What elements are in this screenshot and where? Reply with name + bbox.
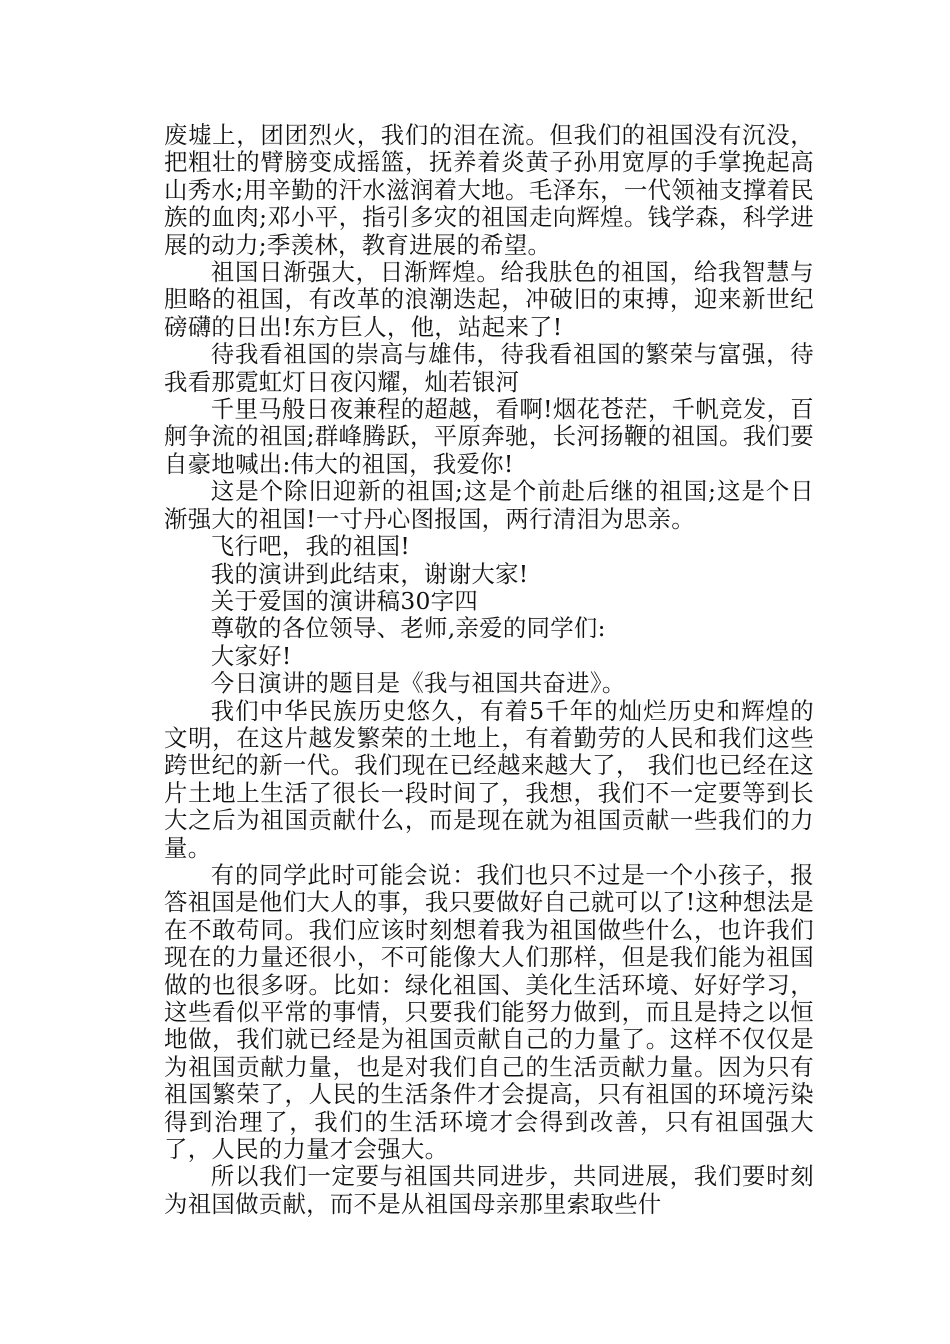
paragraph: 有的同学此时可能会说：我们也只不过是一个小孩子，报答祖国是他们大人的事，我只要做好自己就可以了!这种想法是在不敢苟同。我们应该时刻想着我为祖国做些什么，也许我们现在的力量还很小，不可能像大人们那样，但是我们能为祖国做的也很多呀。比如：绿化祖国、美化生活环境、好好学习，这些看似平常的事情，只要我们能努力做到，而且是持之以恒地做，我们就已经是为祖国贡献自己的力量了。这样不仅仅是为祖国贡献力量，也是对我们自己的生活贡献力量。因为只有祖国繁荣了，人民的生活条件才会提高，只有祖国的环境污染得到治理了，我们的生活环境才会得到改善，只有祖国强大了，人民的力量才会强大。 <box>164 860 814 1164</box>
paragraph: 我的演讲到此结束，谢谢大家! <box>210 559 529 588</box>
paragraph: 祖国日渐强大，日渐辉煌。给我肤色的祖国，给我智慧与胆略的祖国，有改革的浪潮迭起，冲破旧的束搏，迎来新世纪磅礴的日出!东方巨人，他，站起来了! <box>164 258 814 341</box>
paragraph: 所以我们一定要与祖国共同进步，共同进展，我们要时刻为祖国做贡献，而不是从祖国母亲那里索取些什 <box>164 1162 814 1218</box>
greeting: 大家好! <box>210 641 292 670</box>
paragraph: 千里马般日夜兼程的超越，看啊!烟花苍茫，千帆竞发，百舸争流的祖国;群峰腾跃，平原奔驰，长河扬鞭的祖国。我们要自豪地喊出:伟大的祖国，我爱你! <box>164 395 814 478</box>
paragraph: 废墟上，团团烈火，我们的泪在流。但我们的祖国没有沉没，把粗壮的臂膀变成摇篮，抚养着炎黄子孙用宽厚的手掌挽起高山秀水;用辛勤的汗水滋润着大地。毛泽东，一代领袖支撑着民族的血肉;邓小平，指引多灾的祖国走向辉煌。钱学森，科学进展的动力;季羡林，教育进展的希望。 <box>164 121 814 259</box>
paragraph: 这是个除旧迎新的祖国;这是个前赴后继的祖国;这是个日渐强大的祖国!一寸丹心图报国，两行清泪为思亲。 <box>164 477 814 533</box>
salutation: 尊敬的各位领导、老师,亲爱的同学们: <box>210 614 606 643</box>
document-page <box>164 122 814 1218</box>
section-heading: 关于爱国的演讲稿30字四 <box>210 586 479 615</box>
paragraph: 待我看祖国的崇高与雄伟，待我看祖国的繁荣与富强，待我看那霓虹灯日夜闪耀，灿若银河 <box>164 340 814 396</box>
paragraph: 我们中华民族历史悠久，有着5千年的灿烂历史和辉煌的文明，在这片越发繁荣的土地上，有着勤劳的人民和我们这些跨世纪的新一代。我们现在已经越来越大了， 我们也已经在这片土地上生活了很长一段时间了，我想，我们不一定要等到长大之后为祖国贡献什么，而是现在就为祖国贡献一些我们的力量。 <box>164 696 814 862</box>
paragraph: 飞行吧，我的祖国! <box>210 532 411 561</box>
speech-title-line: 今日演讲的题目是《我与祖国共奋进》。 <box>210 669 626 698</box>
